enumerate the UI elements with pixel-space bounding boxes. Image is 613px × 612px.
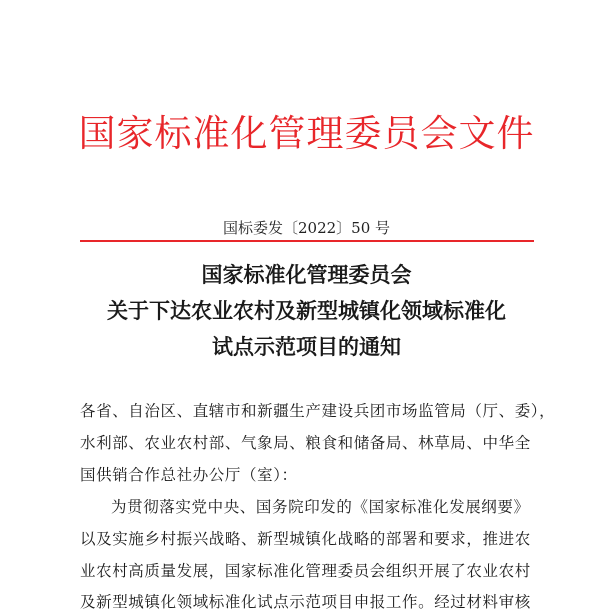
body-line-4: 为贯彻落实党中央、国务院印发的《国家标准化发展纲要》 (111, 498, 530, 516)
title-line-1: 国家标准化管理委员会 (201, 263, 412, 287)
title-line-3: 试点示范项目的通知 (212, 335, 401, 359)
body-line-6: 业农村高质量发展，国家标准化管理委员会组织开展了农业农村 (80, 562, 531, 580)
body-line-2: 水利部、农业农村部、气象局、粮食和储备局、林草局、中华全 (80, 434, 531, 452)
title-line-2: 关于下达农业农村及新型城镇化领域标准化 (107, 299, 506, 323)
body-line-1: 各省、自治区、直辖市和新疆生产建设兵团市场监管局（厅、委）， (80, 402, 556, 420)
document-number: 国标委发〔2022〕50 号 (222, 219, 391, 237)
body-line-7: 及新型城镇化领域标准化试点示范项目申报工作。经过材料审核 (80, 593, 531, 611)
red-divider-line (80, 240, 534, 242)
body-line-3: 国供销合作总社办公厅（室）： (80, 466, 298, 484)
issuer-masthead: 国家标准化管理委员会文件 (78, 112, 535, 155)
body-line-5: 以及实施乡村振兴战略、新型城镇化战略的部署和要求，推进农 (80, 530, 531, 548)
